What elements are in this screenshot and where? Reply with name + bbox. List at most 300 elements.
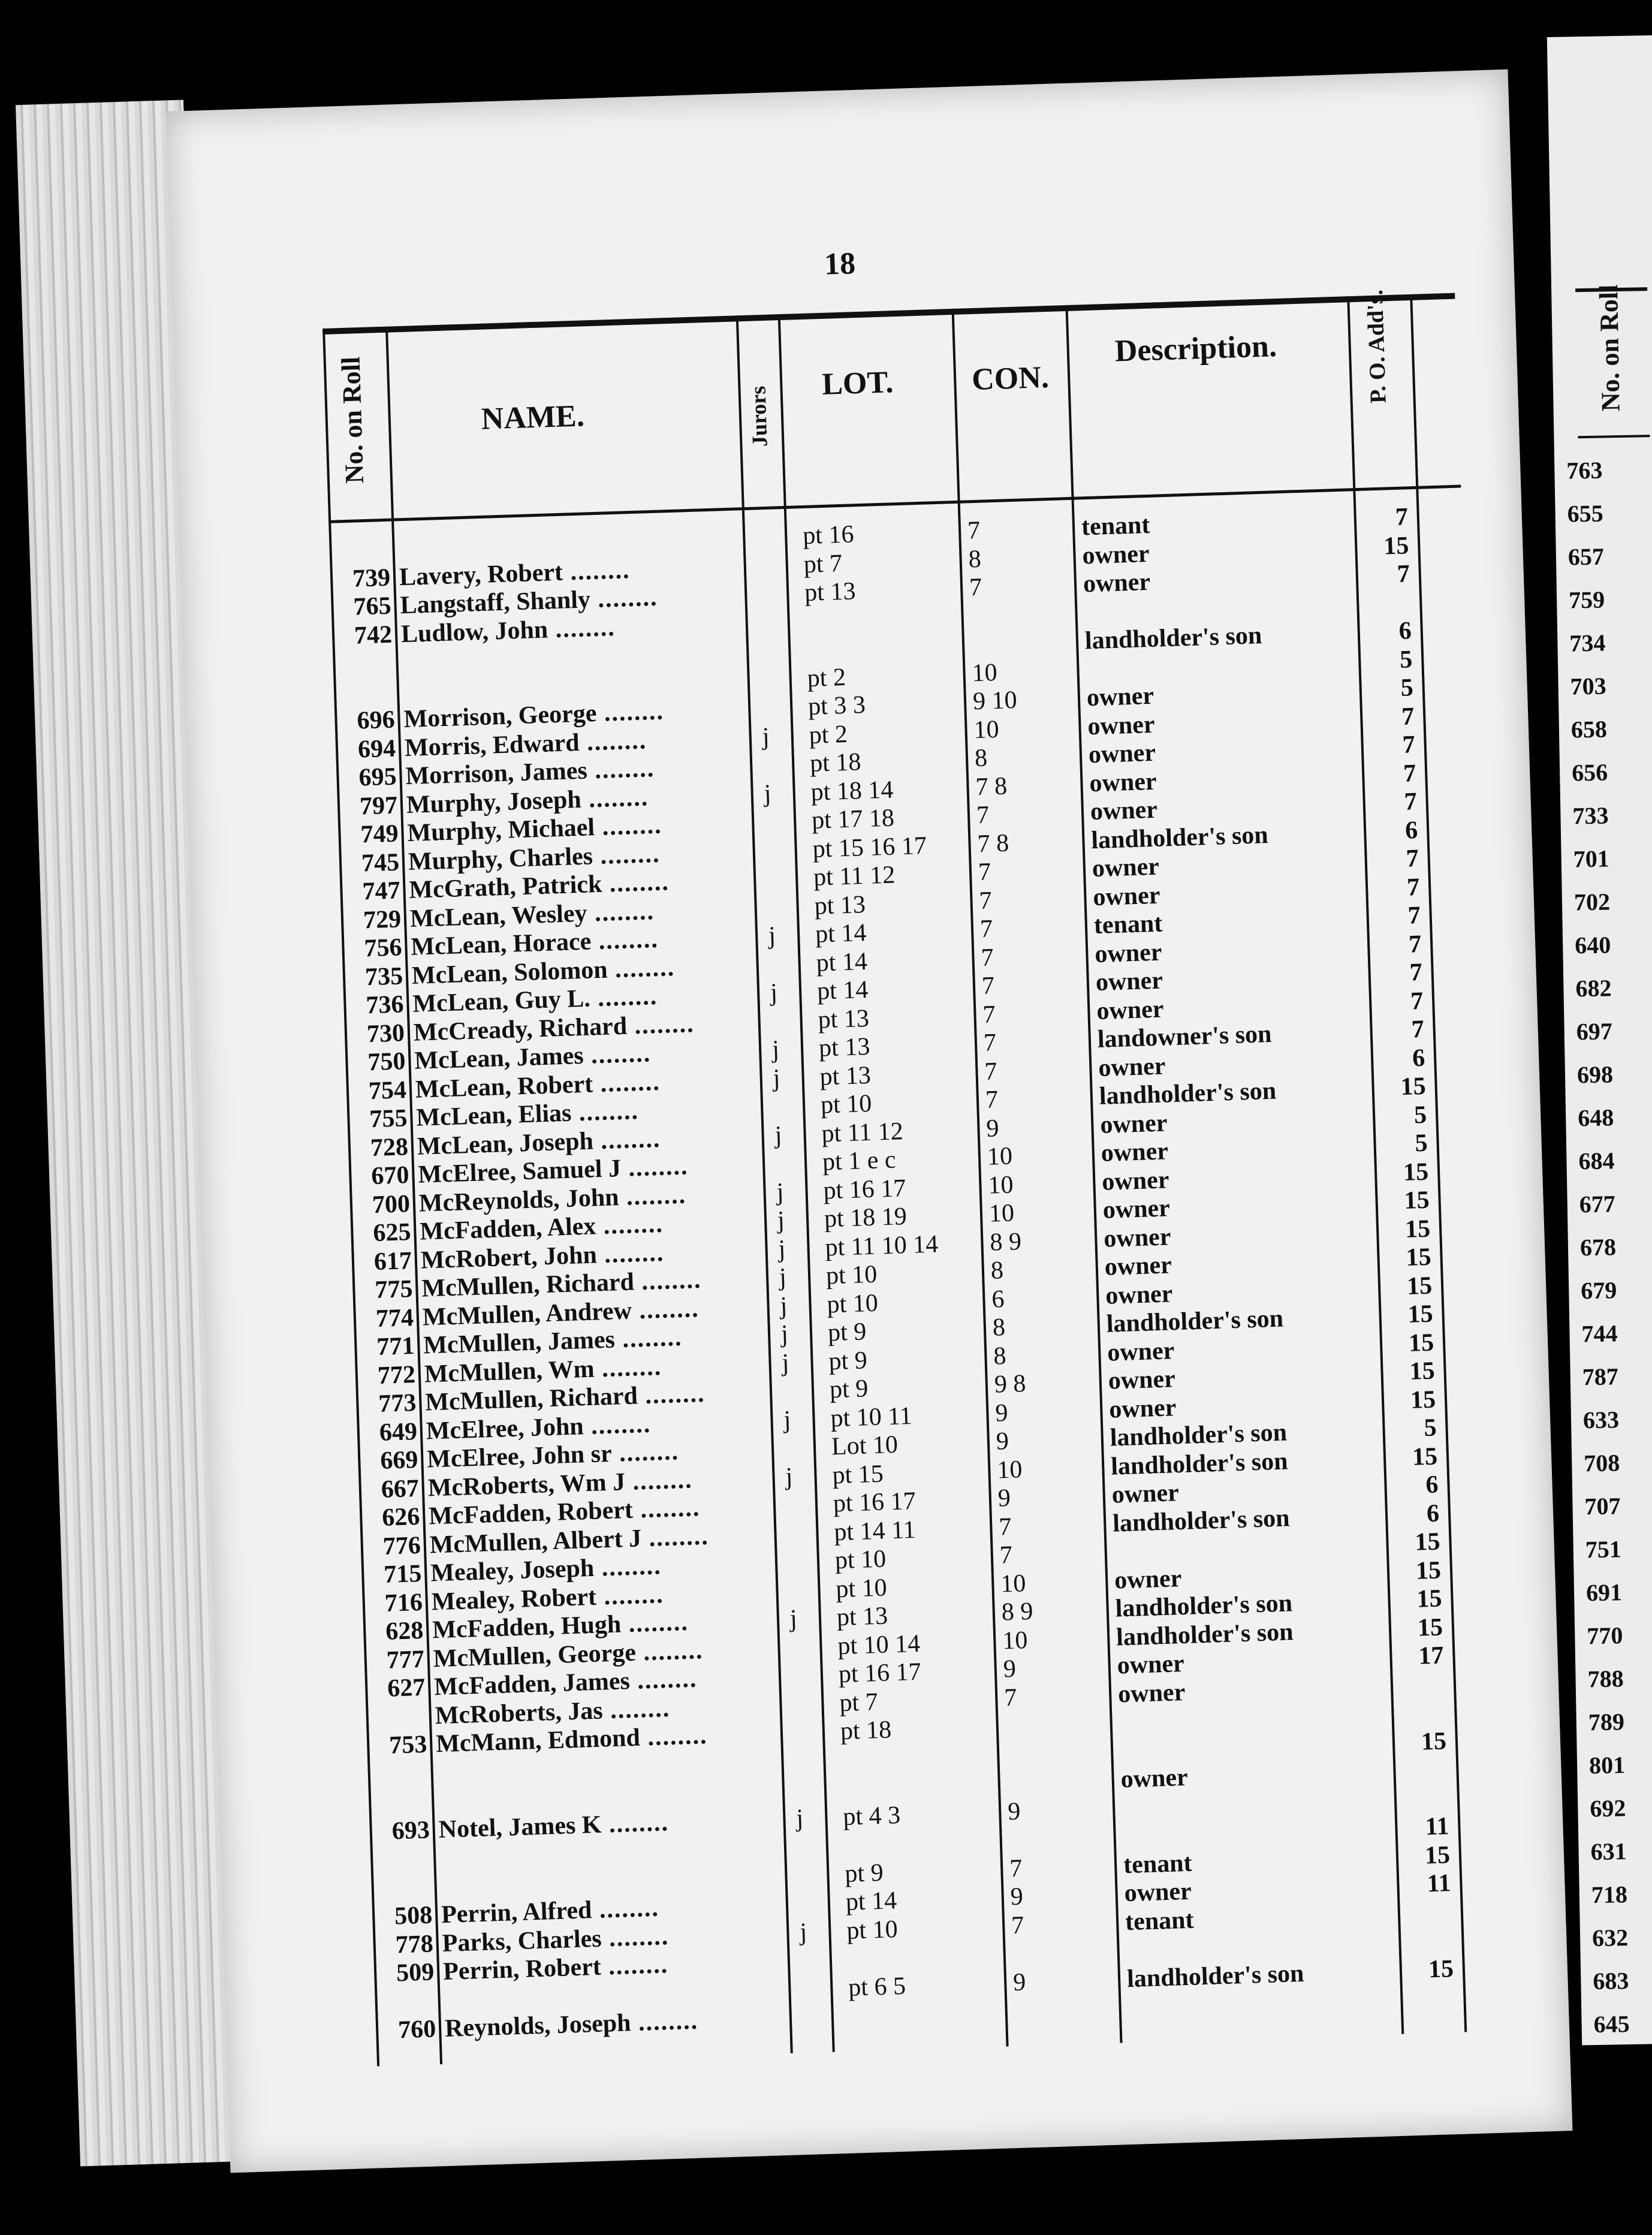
roll-number: 776 (382, 1531, 421, 1561)
po-address-value: 11 (1427, 1869, 1452, 1898)
lot-value: pt 10 (820, 1089, 872, 1119)
voter-name: Notel, James K ........ (438, 1808, 670, 1844)
facing-page-roll-number: 683 (1592, 1967, 1629, 1995)
facing-page-roll-number: 692 (1589, 1794, 1626, 1823)
voter-name: Morrison, James ........ (405, 754, 655, 790)
description-value: landholder's son (1116, 1617, 1294, 1651)
description-value: landowner's son (1097, 1020, 1273, 1053)
lot-value: pt 16 17 (822, 1174, 906, 1204)
roll-number: 667 (381, 1474, 420, 1504)
voter-name: McMullen, Richard ........ (424, 1379, 706, 1417)
description-value: owner (1101, 1165, 1170, 1196)
dot-leader: ........ (629, 1665, 698, 1695)
description-value: owner (1102, 1194, 1171, 1224)
lot-value: pt 10 (825, 1260, 878, 1290)
con-value: 9 (994, 1399, 1009, 1427)
voter-name: Mealey, Joseph ........ (430, 1552, 662, 1588)
lot-value: pt 13 (804, 577, 857, 607)
po-address-value: 15 (1417, 1613, 1443, 1642)
facing-page-roll-number: 789 (1588, 1708, 1625, 1736)
roll-number: 649 (379, 1417, 418, 1447)
po-address-value: 7 (1403, 759, 1416, 788)
roll-number: 775 (374, 1275, 414, 1305)
po-address-value: 7 (1395, 503, 1409, 531)
roll-number: 797 (359, 791, 398, 820)
description-value: owner (1105, 1279, 1173, 1310)
dot-leader: ........ (595, 1210, 664, 1240)
voter-name: McMann, Edmond ........ (435, 1721, 709, 1758)
lot-value: pt 18 14 (810, 775, 894, 806)
description-value: owner (1103, 1222, 1172, 1253)
description-value: owner (1111, 1479, 1180, 1509)
juror-mark: j (799, 1918, 807, 1946)
lot-value: pt 10 11 (830, 1402, 913, 1432)
con-value: 7 (978, 886, 993, 915)
con-value: 8 (992, 1314, 1006, 1342)
voter-name: Lavery, Robert ........ (399, 556, 631, 591)
facing-page-roll-number: 751 (1585, 1535, 1622, 1564)
dot-leader: ........ (601, 868, 670, 898)
po-address-value: 6 (1398, 617, 1412, 645)
facing-page-roll-number: 678 (1579, 1233, 1617, 1261)
dot-leader: ........ (632, 1494, 701, 1524)
description-value: landholder's son (1110, 1447, 1289, 1481)
facing-page-roll-number: 697 (1576, 1017, 1613, 1046)
roll-number: 742 (354, 621, 393, 650)
po-address-value: 7 (1397, 560, 1410, 588)
roll-number: 771 (376, 1332, 415, 1361)
facing-page-roll-number: 702 (1573, 888, 1611, 916)
lot-value: pt 9 (844, 1859, 884, 1888)
roll-number: 729 (363, 905, 402, 934)
juror-mark: j (764, 779, 772, 808)
dot-leader: ........ (590, 925, 659, 956)
lot-value: pt 10 (835, 1573, 888, 1603)
facing-page-roll-number: 763 (1566, 456, 1603, 484)
po-address-value: 7 (1401, 702, 1415, 731)
po-address-value: 15 (1383, 531, 1410, 561)
po-address-value: 7 (1407, 901, 1421, 930)
con-value: 8 9 (989, 1227, 1022, 1257)
juror-mark: j (779, 1291, 788, 1320)
lot-value: pt 14 (815, 919, 867, 948)
roll-number: 715 (383, 1559, 423, 1589)
dot-leader: ........ (630, 2007, 699, 2037)
po-address-value: 11 (1425, 1812, 1450, 1841)
lot-value: pt 15 (831, 1460, 884, 1489)
dot-leader: ........ (602, 1694, 671, 1724)
roll-number: 747 (361, 876, 401, 906)
lot-value: pt 13 (818, 1032, 870, 1062)
facing-page-roll-number: 770 (1586, 1622, 1623, 1650)
roll-number: 753 (388, 1730, 428, 1760)
voter-name: McFadden, Robert ........ (428, 1494, 701, 1531)
dot-leader: ........ (592, 840, 661, 870)
facing-page-roll-number: 698 (1576, 1061, 1614, 1089)
lot-value: pt 4 3 (842, 1801, 901, 1831)
po-address-value: 15 (1400, 1072, 1427, 1101)
roll-number: 755 (369, 1104, 408, 1134)
description-value: owner (1108, 1365, 1176, 1395)
description-value: tenant (1093, 909, 1163, 940)
roll-number: 628 (385, 1616, 424, 1646)
voter-name: Murphy, Michael ........ (406, 811, 663, 847)
lot-value: pt 1 e c (822, 1146, 897, 1176)
description-value: owner (1087, 710, 1156, 740)
facing-page-roll-number: 701 (1573, 845, 1610, 873)
con-value: 10 (988, 1199, 1015, 1228)
lot-value: pt 15 16 17 (812, 832, 927, 863)
voter-name: McLean, Guy L. ........ (412, 982, 658, 1018)
roll-number: 626 (381, 1502, 421, 1532)
facing-page-roll-number: 657 (1567, 543, 1605, 571)
dot-leader: ........ (591, 1894, 660, 1924)
voter-name: McLean, Wesley ........ (409, 897, 655, 933)
dot-leader: ........ (614, 1323, 683, 1354)
roll-number: 617 (373, 1246, 412, 1276)
po-address-value: 5 (1400, 674, 1414, 702)
juror-mark: j (770, 978, 778, 1007)
voter-name: McElree, John sr ........ (426, 1438, 680, 1474)
po-address-value: 15 (1416, 1585, 1443, 1613)
lot-value: pt 18 (809, 748, 862, 778)
lot-value: pt 2 (809, 720, 848, 749)
voter-name: McRoberts, Wm J ........ (427, 1466, 694, 1502)
con-value: 9 (996, 1427, 1009, 1456)
con-value: 9 (1010, 1882, 1024, 1911)
voter-name: Murphy, Charles ........ (408, 840, 661, 876)
description-value: landholder's son (1115, 1589, 1293, 1623)
con-value: 7 (998, 1513, 1012, 1541)
dot-leader: ........ (641, 1522, 710, 1552)
description-value: owner (1088, 739, 1156, 769)
facing-page-roll-number: 787 (1582, 1363, 1619, 1391)
con-value: 7 (967, 516, 981, 545)
voter-name: McLean, Robert ........ (415, 1068, 661, 1104)
juror-mark: j (762, 722, 770, 751)
description-value: owner (1095, 966, 1163, 997)
lot-value: pt 9 (828, 1346, 868, 1375)
con-value: 7 (1009, 1854, 1023, 1882)
lot-value: pt 2 (807, 663, 846, 692)
juror-mark: j (772, 1064, 781, 1092)
roll-number: 777 (386, 1645, 425, 1674)
po-address-value: 15 (1412, 1442, 1438, 1471)
con-value: 9 10 (972, 686, 1018, 716)
document-page (166, 70, 1573, 2173)
con-value: 7 (980, 943, 994, 972)
roll-number: 774 (375, 1303, 414, 1333)
voter-name: Murphy, Joseph ........ (406, 783, 649, 819)
facing-page-roll-number: 759 (1568, 586, 1605, 614)
facing-page-roll-number: 648 (1577, 1104, 1614, 1132)
lot-value: pt 10 (834, 1545, 887, 1575)
lot-value: pt 13 (819, 1061, 872, 1091)
voter-name: McFadden, Hugh ........ (432, 1608, 689, 1644)
facing-page-roll-number: 633 (1582, 1406, 1620, 1434)
po-address-value: 15 (1404, 1215, 1431, 1243)
dot-leader: ........ (620, 1152, 689, 1183)
description-value: landholder's son (1112, 1504, 1291, 1538)
po-address-value: 15 (1424, 1841, 1451, 1869)
description-value: landholder's son (1110, 1418, 1288, 1452)
facing-page-roll-number: 684 (1578, 1147, 1615, 1175)
con-value: 7 (976, 801, 990, 830)
lot-value: pt 16 17 (833, 1487, 917, 1518)
con-value: 6 (991, 1285, 1005, 1314)
roll-number: 696 (356, 706, 396, 735)
juror-mark: j (779, 1263, 787, 1291)
lot-value: pt 17 18 (811, 804, 895, 835)
roll-number: 694 (357, 734, 396, 763)
voter-name: Perrin, Robert ........ (442, 1951, 669, 1986)
po-address-value: 15 (1405, 1243, 1432, 1272)
con-value: 10 (987, 1171, 1014, 1200)
facing-page-roll-number: 655 (1567, 499, 1604, 528)
con-value: 7 (985, 1086, 999, 1114)
lot-value: pt 3 3 (807, 691, 866, 721)
voter-name: Reynolds, Joseph ........ (444, 2007, 699, 2043)
lot-value: pt 14 (816, 975, 869, 1005)
roll-number: 508 (394, 1901, 433, 1930)
dot-leader: ........ (601, 1808, 670, 1839)
roll-number: 509 (396, 1958, 435, 1987)
header-po-address: P. O. Add's. (1362, 289, 1391, 404)
con-value: 10 (987, 1142, 1013, 1171)
dot-leader: ........ (583, 1040, 652, 1070)
lot-value: pt 9 (829, 1375, 869, 1404)
description-value: landholder's son (1090, 821, 1269, 854)
voter-name: Mealey, Robert ........ (431, 1580, 665, 1616)
description-value: owner (1098, 1052, 1166, 1082)
voter-name: Morrison, George ........ (403, 697, 665, 734)
dot-leader: ........ (593, 1353, 662, 1383)
juror-mark: j (777, 1206, 785, 1234)
description-value: owner (1123, 1877, 1192, 1908)
lot-value: pt 11 10 14 (824, 1230, 939, 1261)
lot-value: pt 10 (826, 1289, 879, 1318)
po-address-value: 15 (1409, 1357, 1436, 1385)
juror-mark: j (774, 1121, 783, 1149)
lot-value: pt 7 (803, 549, 843, 579)
lot-value: pt 14 11 (833, 1516, 917, 1546)
dot-leader: ........ (607, 953, 676, 984)
lot-value: pt 18 19 (824, 1203, 908, 1233)
po-address-value: 15 (1414, 1528, 1441, 1556)
roll-number: 749 (360, 820, 399, 849)
description-value: tenant (1081, 511, 1151, 541)
po-address-value: 7 (1408, 930, 1422, 959)
roll-number: 693 (391, 1816, 430, 1845)
con-value: 7 (969, 573, 982, 602)
voter-name: McElree, Samuel J ........ (417, 1152, 689, 1189)
con-value: 10 (973, 715, 1000, 744)
roll-number: 700 (372, 1189, 411, 1219)
dot-leader: ........ (625, 1466, 694, 1496)
voter-name: McRobert, John ........ (420, 1239, 665, 1275)
description-value: owner (1101, 1137, 1169, 1167)
description-value: owner (1108, 1393, 1177, 1424)
po-address-value: 7 (1406, 873, 1420, 902)
roll-number: 772 (377, 1360, 416, 1390)
description-value: tenant (1123, 1849, 1193, 1879)
po-address-value: 15 (1408, 1329, 1434, 1357)
con-value: 9 (1007, 1797, 1021, 1826)
roll-number: 754 (368, 1076, 407, 1105)
juror-mark: j (795, 1804, 804, 1832)
facing-page-roll-number: 788 (1587, 1665, 1624, 1693)
lot-value: pt 11 12 (813, 861, 896, 891)
header-name: NAME. (481, 399, 585, 436)
description-value: owner (1083, 568, 1151, 598)
facing-page-roll-number: 679 (1580, 1276, 1617, 1305)
description-value: owner (1090, 796, 1158, 826)
description-value: owner (1120, 1763, 1189, 1794)
facing-page-roll-number: 658 (1570, 715, 1608, 743)
dot-leader: ........ (590, 583, 659, 614)
dot-leader: ........ (596, 1239, 665, 1269)
description-value: landholder's son (1084, 622, 1262, 655)
con-value: 7 (978, 858, 991, 887)
voter-name: McLean, James ........ (414, 1040, 652, 1075)
po-address-value: 6 (1412, 1044, 1425, 1072)
description-value: owner (1094, 938, 1163, 968)
voter-name: McMullen, Albert J ........ (429, 1522, 710, 1559)
description-value: owner (1117, 1649, 1185, 1680)
page-number: 18 (824, 246, 856, 282)
lot-value: pt 18 (840, 1716, 892, 1746)
po-address-value: 6 (1426, 1499, 1440, 1528)
con-value: 10 (1000, 1569, 1027, 1598)
description-value: landholder's son (1099, 1077, 1277, 1110)
lot-value: pt 16 (802, 520, 855, 550)
roll-number: 625 (372, 1218, 412, 1248)
dot-leader: ........ (571, 1097, 640, 1127)
facing-page-roll-number: 631 (1590, 1838, 1627, 1866)
voter-name: Perrin, Alfred ........ (441, 1894, 660, 1929)
facing-page-roll-number: 632 (1591, 1924, 1629, 1952)
voter-name: McCready, Richard ........ (413, 1010, 695, 1047)
con-value: 9 (997, 1484, 1011, 1513)
voter-name: McLean, Horace ........ (410, 925, 659, 961)
table-rows (321, 251, 1511, 2114)
po-address-value: 7 (1410, 1015, 1425, 1044)
lot-value: pt 14 (815, 947, 868, 977)
dot-leader: ........ (586, 897, 655, 927)
facing-page-roll-number: 677 (1579, 1190, 1616, 1218)
con-value: 8 9 (1001, 1597, 1034, 1626)
lot-value: pt 6 5 (848, 1972, 906, 2002)
facing-page-roll-number: 656 (1571, 758, 1608, 787)
roll-number: 670 (370, 1161, 410, 1191)
voter-name: McFadden, Alex ........ (419, 1210, 664, 1246)
facing-page-roll-number: 801 (1588, 1751, 1626, 1779)
po-address-value: 5 (1399, 645, 1413, 674)
facing-page-header (1575, 284, 1650, 438)
dot-leader: ........ (593, 1552, 662, 1582)
voter-name: McGrath, Patrick ........ (408, 868, 670, 904)
juror-mark: j (781, 1348, 789, 1377)
juror-mark: j (780, 1320, 789, 1348)
po-address-value: 7 (1409, 958, 1423, 987)
dot-leader: ........ (562, 556, 631, 586)
description-value: owner (1099, 1109, 1168, 1139)
con-value: 7 (979, 915, 993, 944)
dot-leader: ........ (594, 811, 663, 842)
juror-mark: j (777, 1235, 786, 1263)
con-value: 7 (1003, 1683, 1018, 1712)
lot-value: pt 9 (827, 1318, 867, 1347)
facing-page-roll-number: 682 (1575, 974, 1612, 1002)
voter-name: McRoberts, Jas ........ (435, 1694, 671, 1730)
description-value: owner (1104, 1251, 1172, 1281)
header-description: Description. (1114, 329, 1277, 369)
description-value: owner (1081, 540, 1150, 570)
lot-value: Lot 10 (831, 1430, 899, 1461)
dot-leader: ........ (637, 1379, 706, 1410)
description-value: owner (1092, 881, 1161, 911)
facing-page-roll-number: 733 (1572, 802, 1609, 830)
dot-leader: ........ (547, 613, 616, 643)
facing-page-roll-number: 744 (1581, 1320, 1618, 1348)
voter-name: Parks, Charles ........ (442, 1922, 670, 1957)
lot-value: pt 16 17 (838, 1658, 922, 1689)
dot-leader: ........ (596, 1580, 665, 1611)
voters-list-table (321, 251, 1511, 2114)
con-value: 7 (983, 1029, 997, 1057)
dot-leader: ........ (601, 1922, 670, 1953)
roll-number: 730 (366, 1019, 405, 1048)
dot-leader: ........ (611, 1438, 680, 1468)
roll-number: 745 (361, 848, 400, 877)
con-value: 8 (967, 545, 982, 573)
po-address-value: 6 (1425, 1471, 1439, 1499)
description-value: owner (1092, 853, 1160, 883)
voter-name: McMullen, Wm ........ (424, 1353, 662, 1388)
con-value: 7 (981, 972, 995, 1000)
voter-name: Langstaff, Shanly ........ (399, 583, 659, 620)
con-value: 10 (971, 658, 998, 687)
roll-number: 736 (365, 990, 405, 1020)
roll-number: 739 (352, 564, 391, 593)
description-value: owner (1089, 767, 1157, 797)
voter-name: Morris, Edward ........ (404, 726, 647, 762)
facing-page-roll-number: 734 (1569, 629, 1606, 657)
dot-leader: ........ (589, 982, 658, 1013)
facing-page-roll-number: 691 (1585, 1579, 1623, 1607)
roll-number: 778 (395, 1930, 434, 1959)
dot-leader: ........ (626, 1010, 695, 1040)
description-value: owner (1114, 1564, 1182, 1595)
facing-page-roll-number: 645 (1593, 2010, 1630, 2038)
po-address-value: 17 (1418, 1641, 1445, 1670)
description-value: owner (1117, 1678, 1186, 1708)
po-address-value: 15 (1415, 1556, 1442, 1585)
dot-leader: ........ (634, 1266, 703, 1296)
voter-name: McFadden, James ........ (433, 1665, 698, 1701)
con-value: 7 8 (976, 829, 1009, 858)
dot-leader: ........ (586, 754, 655, 785)
lot-value: pt 10 14 (837, 1629, 921, 1660)
po-address-value: 7 (1403, 788, 1418, 816)
description-value: tenant (1125, 1906, 1195, 1936)
voter-name: McLean, Joseph ........ (417, 1125, 661, 1161)
con-value: 9 (1012, 1968, 1026, 1996)
con-value: 10 (1002, 1626, 1029, 1655)
con-value: 9 (1003, 1655, 1017, 1683)
po-address-value: 15 (1406, 1272, 1433, 1300)
header-con: CON. (971, 360, 1050, 397)
